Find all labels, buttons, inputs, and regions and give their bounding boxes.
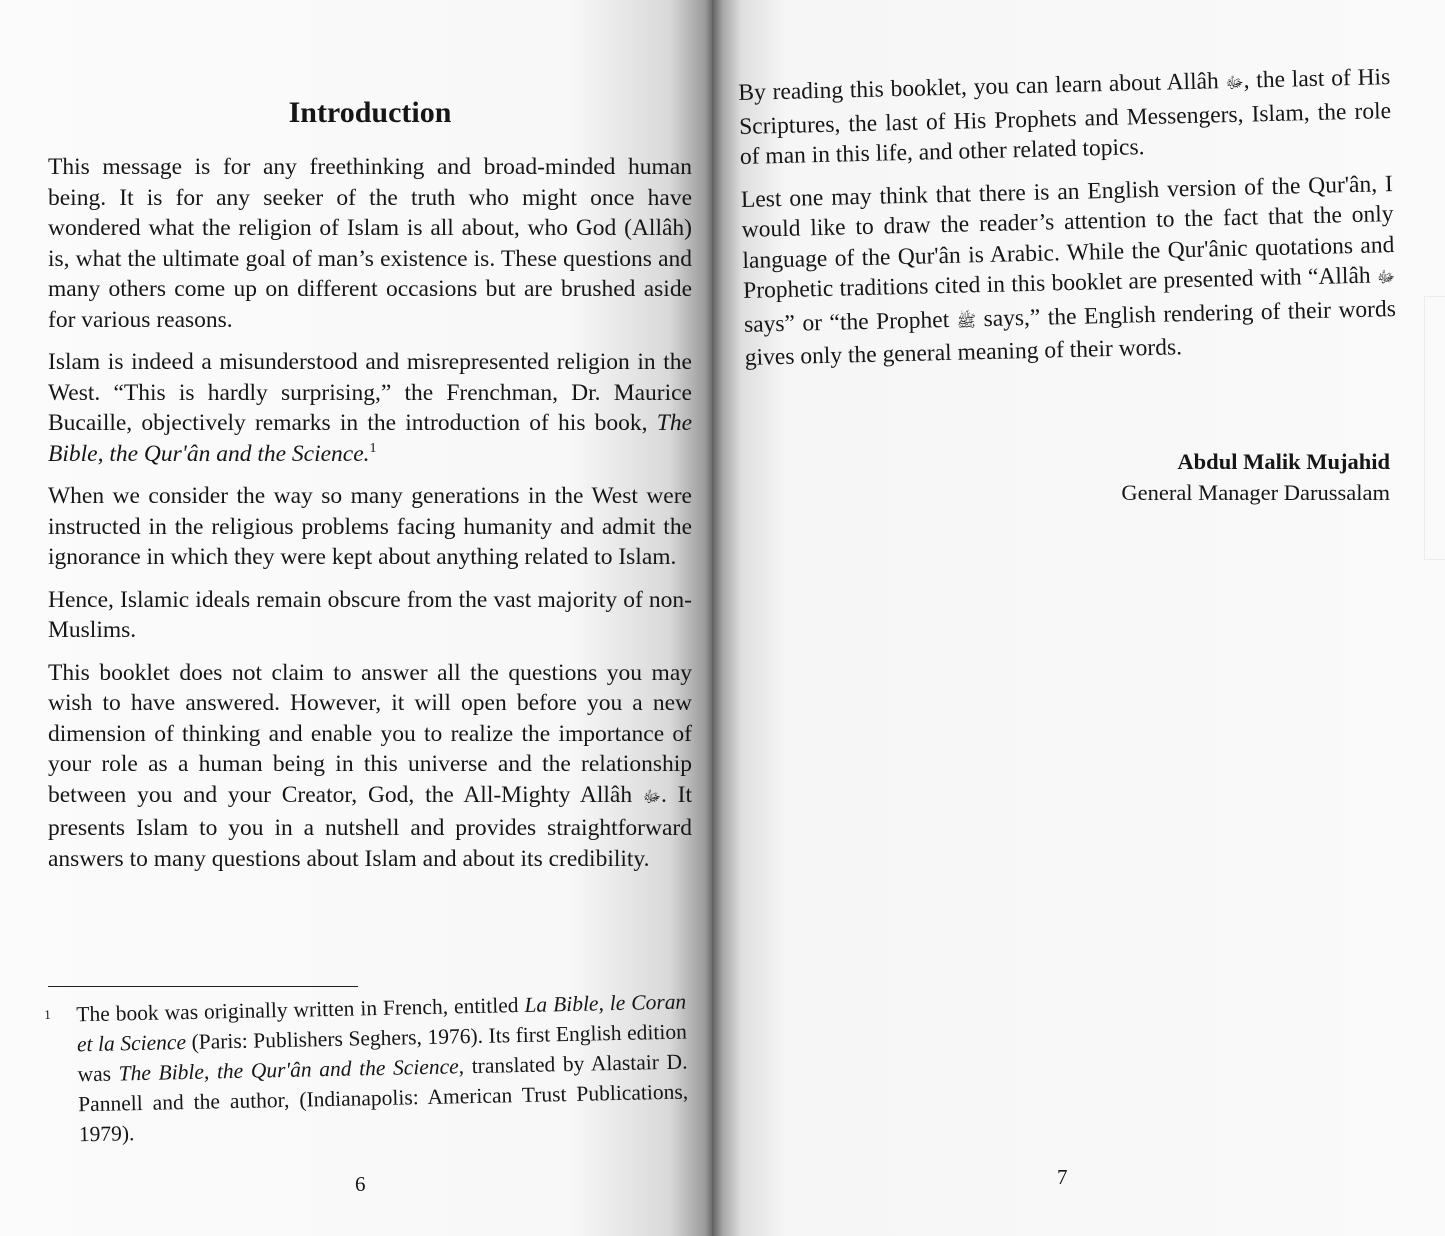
paragraph-1: This message is for any freethinking and broad-minded human being. It is for any seeker of the truth who might once have wondered what the religion of Islam is all about, who God (Allâh) is, what the ultimate goal of man’s existence is. These questions and many others come up on different occasions but are brushed aside for various reasons. xyxy=(48,154,692,333)
arabic-honorific-icon: ﷻ xyxy=(1376,269,1396,287)
right-paragraph-1-text-b: , the last of His Scriptures, the last of His Prophets and Messengers, Islam, the role of man in this life, and other related topics. xyxy=(738,64,1392,170)
footnote-divider xyxy=(48,986,358,987)
left-page xyxy=(0,0,712,1236)
footnote-english-title: The Bible, the Qur'ân and the Science, xyxy=(118,1054,465,1086)
footnote-text-b: (Paris: Publishers Seghers, 1976). Its first English edition was xyxy=(77,1019,688,1087)
right-paragraph-2-text-a: Lest one may think that there is an English version of the Qur'ân, I would like to draw the reader’s attention to the fact that the only language of the Qur'ân is Arabic. While the Qur'ânic quotations and Prophetic traditions cited in this booklet are presented with “Allâh xyxy=(740,170,1395,304)
right-paragraph-1-text-a: By reading this booklet, you can learn about Allâh xyxy=(738,68,1226,106)
paragraph-4: Hence, Islamic ideals remain obscure from the vast majority of non-Muslims. xyxy=(48,586,692,643)
signature-block xyxy=(1121,446,1390,508)
paragraph-5-text-b: . It presents Islam to you in a nutshell and provides straightforward answers to many questions about Islam and about its credibility. xyxy=(48,781,693,872)
arabic-honorific-icon: ﷻ xyxy=(642,788,661,806)
arabic-honorific-icon: ﷻ xyxy=(1225,74,1244,93)
footnote-mark: 1 xyxy=(44,1006,51,1022)
footnote-text xyxy=(76,987,689,1150)
paragraph-2 xyxy=(48,347,692,469)
footnote-reference: 1 xyxy=(369,440,377,456)
left-page-body xyxy=(48,152,692,886)
footnote xyxy=(44,987,689,1150)
paragraph-5-text-a: This booklet does not claim to answer all the questions you may wish to have answered. However, it will open before you a new dimension of thinking and enable you to realize the importance of your role as a human being in this universe and the relationship between you and your Creator, God, the All-Mighty Allâh xyxy=(48,659,692,808)
book-title: The Bible, the Qur'ân and the Science. xyxy=(48,410,692,467)
footnote-text-a: The book was originally written in French, entitled xyxy=(76,992,525,1027)
right-paragraph-2-text-b: says” or “the Prophet xyxy=(743,306,958,338)
arabic-salutation-icon: ﷺ xyxy=(956,312,977,331)
right-paragraph-2 xyxy=(741,169,1397,374)
signature-title: General Manager Darussalam xyxy=(1121,480,1390,505)
page-heading: Introduction xyxy=(288,96,452,129)
page-number-left: 6 xyxy=(355,1172,366,1196)
show-through-table xyxy=(1424,296,1445,560)
right-paragraph-1 xyxy=(738,62,1392,172)
right-paragraph-2-text-c: says,” the English rendering of their words gives only the general meaning of their words. xyxy=(744,295,1397,371)
footnote-text-c: translated by Alastair D. Pannell and the author, (Indianapolis: American Trust Publications, 1979). xyxy=(77,1049,689,1147)
paragraph-3: When we consider the way so many generations in the West were instructed in the religious problems facing humanity and admit the ignorance in which they were kept about anything related to Islam. xyxy=(48,483,692,570)
paragraph-5 xyxy=(48,658,692,875)
signature-name: Abdul Malik Mujahid xyxy=(1177,449,1390,474)
page-number-right: 7 xyxy=(1057,1165,1068,1189)
paragraph-2-text: Islam is indeed a misunderstood and misrepresented religion in the West. “This is hardly surprising,” the Frenchman, Dr. Maurice Bucaille, objectively remarks in the introduction of his book, xyxy=(48,349,692,436)
right-page-body xyxy=(738,62,1397,385)
footnote-french-title: La Bible, le Coran et la Science xyxy=(76,989,687,1057)
